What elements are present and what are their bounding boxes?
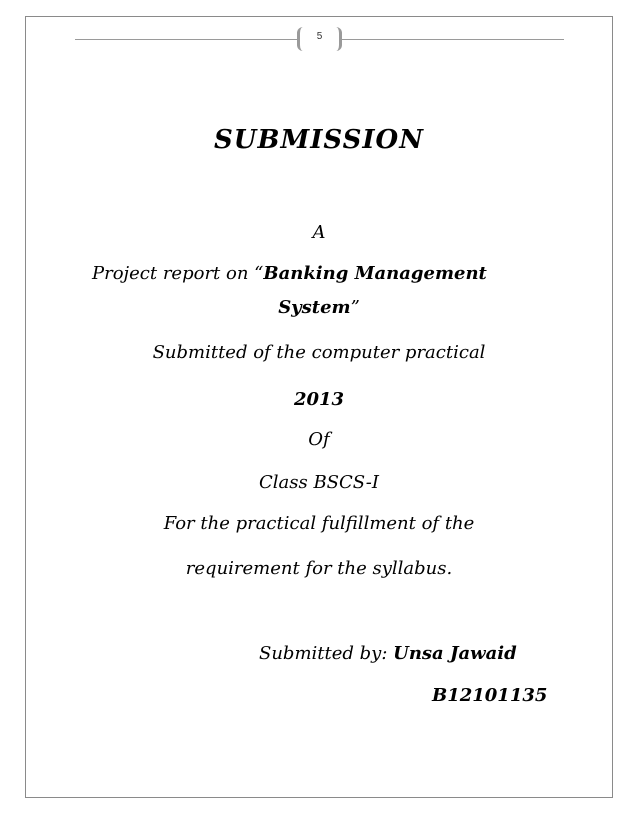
header-rule-left [75,39,297,40]
project-prefix: Project report on “ [92,263,264,284]
submitted-by-line [259,643,517,664]
submitted-by-name: Unsa Jawaid [393,643,517,664]
submitted-by-label: Submitted by: [259,643,394,664]
header-rule-right [342,39,564,40]
purpose-line-2: requirement for the syllabus. [185,558,453,579]
project-name-part2: System [278,297,351,318]
project-line-2 [0,297,638,318]
line-a: A [312,222,326,243]
of-line: Of [308,429,330,450]
roll-number: B12101135 [432,685,548,706]
submitted-of-line: Submitted of the computer practical [152,342,486,363]
class-line: Class BSCS-I [259,472,379,493]
page-number-box [297,27,342,51]
project-name-part1: Banking Management [263,263,487,284]
project-suffix: ” [350,297,360,318]
project-line [92,263,487,284]
page-number: 5 [316,31,323,42]
document-title: SUBMISSION [214,125,424,155]
year: 2013 [293,389,345,410]
purpose-line-1: For the practical fulfillment of the [163,513,475,534]
